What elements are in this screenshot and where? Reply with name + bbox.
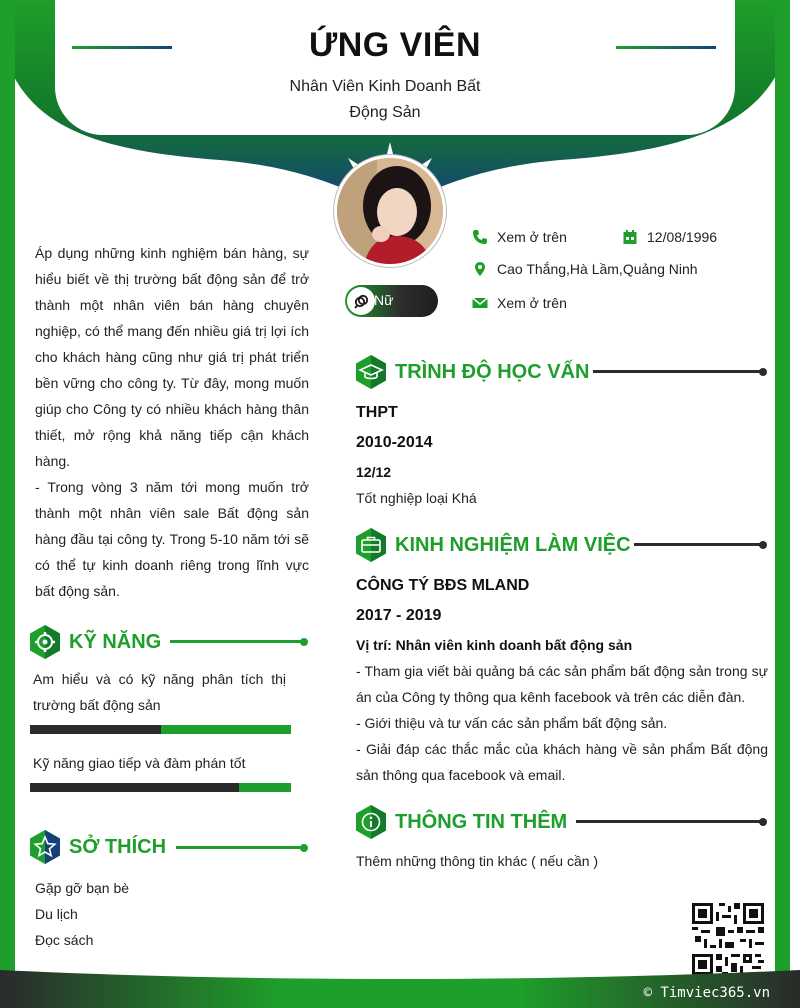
- gender-icon: [347, 287, 375, 315]
- duty-item: - Giới thiệu và tư vấn các sản phẩm bất động sản.: [356, 715, 668, 731]
- job-title: [270, 74, 500, 126]
- career-objective: [35, 240, 309, 604]
- phone-value: Xem ở trên: [497, 229, 567, 245]
- duty-item: - Giải đáp các thắc mắc của khách hàng về sản phẩm Bất động sản thông qua facebook và email.: [356, 741, 768, 783]
- right-border: [775, 0, 790, 1008]
- address-row: [471, 260, 698, 278]
- location-pin-icon: [471, 260, 489, 278]
- skills-divider: [170, 640, 304, 643]
- birthday-row: [621, 228, 717, 246]
- email-icon: [471, 294, 489, 312]
- extra-info-title: THÔNG TIN THÊM: [395, 810, 568, 833]
- experience-period: 2017 - 2019: [356, 607, 442, 624]
- calendar-icon: [621, 228, 639, 246]
- email-row: [471, 294, 567, 312]
- skills-title: KỸ NĂNG: [69, 630, 162, 653]
- objective-paragraph: - Trong vòng 3 năm tới mong muốn trở thành một nhân viên sale Bất động sản hàng đầu tại công ty. Trong 5-10 năm tới sẽ có thể tự kinh doanh riêng trong lĩnh vực bất động sản.: [35, 479, 309, 599]
- extra-info-divider: [576, 820, 763, 823]
- phone-row: [471, 228, 567, 246]
- phone-icon: [471, 228, 489, 246]
- skill-level-fill: [30, 783, 239, 792]
- copyright-text: © Timviec365.vn: [643, 985, 770, 1001]
- skill-name: Kỹ năng giao tiếp và đàm phán tốt: [33, 755, 246, 771]
- experience-heading: [355, 527, 631, 563]
- birthday-value: 12/08/1996: [647, 229, 718, 245]
- job-title-line2: Động Sản: [349, 104, 421, 121]
- duty-item: - Tham gia viết bài quảng bá các sản phẩm bất động sản trong sự án của Công ty thông qua kênh facebook và trên các diễn đàn.: [356, 663, 768, 705]
- briefcase-icon: [355, 527, 387, 563]
- extra-info-heading: [355, 804, 567, 840]
- experience-divider: [634, 543, 763, 546]
- education-grade: 12/12: [356, 464, 392, 480]
- experience-duties: [356, 658, 768, 788]
- address-value: Cao Thắng,Hà Lầm,Quảng Ninh: [497, 261, 698, 277]
- school-name: THPT: [356, 404, 398, 421]
- education-note: Tốt nghiệp loại Khá: [356, 490, 477, 506]
- skill-level-fill: [30, 725, 161, 734]
- objective-paragraph: Áp dụng những kinh nghiệm bán hàng, sự hiểu biết về thị trường bất động sản để trở thành một nhân viên bán hàng chuyên nghiệp, có thể mang đến nhiều giá trị lợi ích cho khách hàng cũng như giá trị phát triển bền vững cho công ty. Từ đây, mong muốn giúp cho Công ty có nhiều khách hàng thân thiết, mở rộng khả năng tiếp cận khách hàng.: [35, 245, 309, 469]
- avatar: [334, 155, 446, 267]
- email-value: Xem ở trên: [497, 295, 567, 311]
- left-border: [0, 0, 15, 1008]
- education-divider: [593, 370, 763, 373]
- hobby-item: Gặp gỡ bạn bè: [35, 880, 130, 896]
- hobby-item: Du lịch: [35, 906, 78, 922]
- extra-info-text: Thêm những thông tin khác ( nếu cần ): [356, 853, 599, 869]
- graduation-cap-icon: [355, 354, 387, 390]
- gear-icon: [29, 624, 61, 660]
- skills-heading: [29, 624, 161, 660]
- experience-title: KINH NGHIỆM LÀM VIỆC: [395, 533, 631, 556]
- info-icon: [355, 804, 387, 840]
- hobbies-title: SỞ THÍCH: [69, 835, 167, 858]
- company-name: CÔNG TÝ BĐS MLAND: [356, 577, 530, 594]
- hobbies-heading: [29, 829, 166, 865]
- education-heading: [355, 354, 589, 390]
- qr-code: [692, 903, 764, 975]
- skill-level-bar: [30, 783, 291, 792]
- skill-level-bar: [30, 725, 291, 734]
- candidate-name: ỨNG VIÊN: [308, 26, 481, 64]
- gender-value: Nữ: [374, 292, 394, 308]
- job-title-line1: Nhân Viên Kinh Doanh Bất: [289, 78, 481, 95]
- job-role: Vị trí: Nhân viên kinh doanh bất động sản: [356, 637, 633, 653]
- hobbies-divider: [176, 846, 304, 849]
- hobby-item: Đọc sách: [35, 932, 94, 948]
- star-icon: [29, 829, 61, 865]
- education-title: TRÌNH ĐỘ HỌC VẤN: [395, 360, 590, 383]
- skill-name: Am hiểu và có kỹ năng phân tích thị trường bất động sản: [33, 671, 286, 713]
- gender-badge: [345, 285, 438, 317]
- education-period: 2010-2014: [356, 434, 433, 451]
